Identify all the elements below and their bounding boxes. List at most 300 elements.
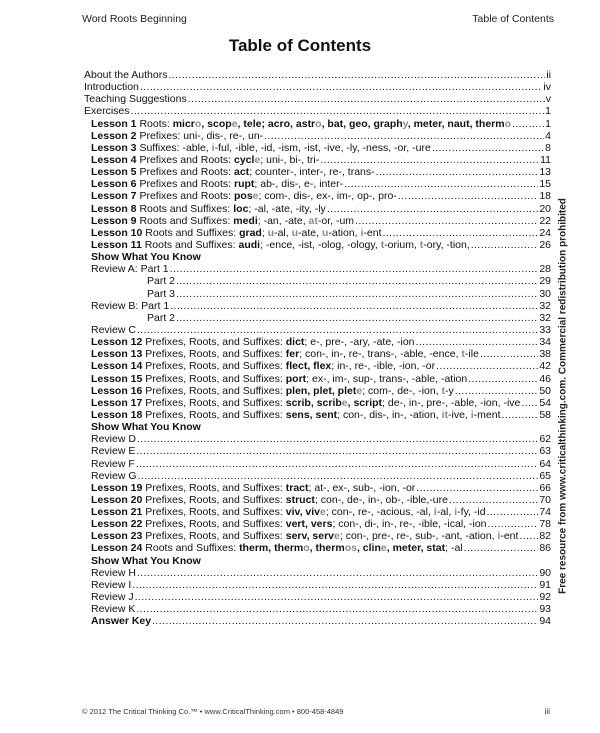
toc-text-run: ; at-, ex-, sub-, -ion, -or xyxy=(308,481,416,494)
toc-text-run: Review H xyxy=(91,566,136,579)
toc-page-number: 86 xyxy=(539,542,551,555)
toc-text-run: ; con-, re-, -acious, -al, xyxy=(325,506,434,519)
toc-entry-title xyxy=(91,227,382,239)
toc-text-run: e xyxy=(252,190,259,203)
dot-leader xyxy=(467,373,538,385)
toc-section-heading xyxy=(84,555,551,567)
toc-text-run: ; ex-, im-, sup-, trans-, -able, -ation xyxy=(306,372,468,385)
toc-entry xyxy=(84,530,551,542)
toc-entry xyxy=(84,227,551,239)
toc-text-run: Lesson 24 xyxy=(91,542,143,555)
toc-entry xyxy=(84,360,551,372)
toc-entry xyxy=(84,275,551,287)
toc-text-run: Lesson 13 xyxy=(91,348,143,361)
dot-leader xyxy=(167,69,545,81)
toc-entry-title xyxy=(91,118,511,130)
toc-text-run: Review A: Part 1 xyxy=(91,263,169,276)
toc-text-run: Lesson 3 xyxy=(91,141,137,154)
toc-entry xyxy=(84,105,551,117)
toc-section-heading xyxy=(84,251,551,263)
toc-entry-title xyxy=(147,275,175,287)
toc-text-run: i xyxy=(433,506,437,519)
toc-text-run: Review F xyxy=(91,457,135,470)
toc-entry-title xyxy=(91,324,136,336)
toc-text-run: tract xyxy=(285,481,309,494)
toc-page-number: 74 xyxy=(539,506,551,519)
toc-entry-title xyxy=(91,154,319,166)
toc-text-run: Lesson 8 xyxy=(91,202,137,215)
toc-entry-title xyxy=(91,166,375,178)
toc-entry xyxy=(84,324,551,336)
toc-text-run: Lesson 23 xyxy=(91,530,143,543)
toc-page-number: 82 xyxy=(539,530,551,543)
toc-text-run: Lesson 10 xyxy=(91,226,143,239)
toc-entry-title xyxy=(84,81,139,93)
toc-text-run: t xyxy=(441,384,446,397)
toc-text-run: Prefixes, Roots, and Suffixes: xyxy=(142,348,286,361)
toc-text-run: Lesson 7 xyxy=(91,190,137,203)
toc-text-run: Prefixes and Roots: xyxy=(136,166,234,179)
toc-text-run: ; uni-, bi-, tri- xyxy=(260,153,320,166)
toc-entry xyxy=(84,166,551,178)
toc-entry xyxy=(84,579,551,591)
toc-text-run: Lesson 14 xyxy=(91,360,143,373)
toc-text-run: -orium, xyxy=(384,238,420,251)
toc-text-run: Lesson 19 xyxy=(91,481,143,494)
dot-leader xyxy=(134,591,539,603)
toc-text-run: e xyxy=(356,384,363,397)
toc-text-run: -ory, -tion, xyxy=(423,238,470,251)
toc-page-number: iv xyxy=(543,81,551,94)
toc-entry-title xyxy=(91,373,467,385)
toc-entry-title xyxy=(91,530,518,542)
toc-text-run: Review C xyxy=(91,323,136,336)
toc-text-run: e xyxy=(320,506,326,519)
toc-page-number: 65 xyxy=(539,469,551,482)
toc-entry xyxy=(84,239,551,251)
toc-text-run: , clin xyxy=(356,542,381,555)
toc-entry-title xyxy=(91,542,463,554)
dot-leader xyxy=(448,494,538,506)
toc-text-run: Show What You Know xyxy=(91,421,201,434)
dot-leader xyxy=(130,105,545,117)
toc-text-run: , meter, naut, therm xyxy=(407,117,505,130)
toc-entry xyxy=(84,409,551,421)
dot-leader xyxy=(175,275,538,287)
toc-entry-title xyxy=(91,142,431,154)
toc-text-run: o xyxy=(194,117,202,130)
toc-text-run: ; com-, de-, -ion, xyxy=(362,384,442,397)
dot-leader xyxy=(415,482,538,494)
toc-text-run: -ive, xyxy=(447,408,471,421)
toc-text-run: ; con-, pre-, re-, sub-, -ant, -ation, xyxy=(339,530,498,543)
toc-entry-title xyxy=(91,518,487,530)
toc-page-number: 13 xyxy=(539,166,551,179)
toc-text-run: , bat, geo, graph xyxy=(321,117,403,130)
toc-text-run: Lesson 6 xyxy=(91,178,137,191)
toc-text-run: -ile xyxy=(464,348,479,361)
toc-text-run: vert, vers xyxy=(285,518,333,531)
dot-leader xyxy=(137,470,539,482)
dot-leader xyxy=(397,190,539,202)
toc-text-run: , xyxy=(201,117,208,130)
toc-page-number: 15 xyxy=(539,178,551,191)
toc-text-run: Prefixes, Roots, and Suffixes: xyxy=(142,336,286,349)
toc-page-number: 22 xyxy=(539,214,551,227)
footer-page-number: iii xyxy=(544,707,550,716)
toc-page-number: 94 xyxy=(539,615,551,628)
toc-text-run: scrib, scrib xyxy=(285,396,342,409)
toc-text-run: Review J xyxy=(91,591,134,604)
toc-entry-title xyxy=(91,470,137,482)
toc-text-run: o xyxy=(504,117,512,130)
toc-text-run: Show What You Know xyxy=(91,554,201,567)
toc-text-run: Lesson 16 xyxy=(91,384,143,397)
toc-text-run: e xyxy=(254,153,261,166)
toc-page-number: ii xyxy=(546,69,551,81)
dot-leader xyxy=(136,567,538,579)
toc-text-run: ; con-, dis-, in-, -ation, xyxy=(337,408,442,421)
toc-text-run: Lesson 12 xyxy=(91,336,143,349)
toc-text-run: o xyxy=(303,542,310,555)
toc-text-run: Prefixes, Roots, and Suffixes: xyxy=(142,372,286,385)
toc-text-run: Lesson 17 xyxy=(91,396,143,409)
toc-text-run: Review G xyxy=(91,469,137,482)
dot-leader xyxy=(151,615,538,627)
toc-text-run: Lesson 1 xyxy=(91,117,137,130)
toc-page-number: 66 xyxy=(539,481,551,494)
dot-leader xyxy=(175,288,538,300)
toc-entry xyxy=(84,336,551,348)
toc-text-run: u xyxy=(291,226,299,239)
toc-entry xyxy=(84,154,551,166)
toc-entry xyxy=(84,300,551,312)
toc-text-run: Prefixes and Roots: xyxy=(136,190,234,203)
toc-entry-title xyxy=(91,251,201,263)
toc-entry-title xyxy=(91,263,169,275)
toc-text-run: , therm xyxy=(309,542,345,555)
toc-text-run: o xyxy=(315,117,322,130)
toc-text-run: Part 2 xyxy=(147,311,176,324)
toc-text-run: Prefixes and Roots: xyxy=(136,178,234,191)
toc-entry xyxy=(84,130,551,142)
toc-text-run: Lesson 20 xyxy=(91,493,143,506)
toc-page-number: 78 xyxy=(539,518,551,531)
toc-text-run: Review I xyxy=(91,578,132,591)
toc-text-run: Lesson 4 xyxy=(91,153,137,166)
toc-entry-title xyxy=(84,105,130,117)
toc-text-run: ; con-, de-, in-, ob-, -ible,-ure xyxy=(314,493,448,506)
dot-leader xyxy=(326,203,539,215)
toc-entry-title xyxy=(91,300,169,312)
toc-text-run: e xyxy=(341,396,348,409)
toc-text-run: flect, flex xyxy=(285,360,332,373)
toc-text-run: e xyxy=(231,117,238,130)
toc-page-number: 20 xyxy=(539,202,551,215)
toc-entry-title xyxy=(91,433,136,445)
dot-leader xyxy=(136,433,538,445)
toc-page-number: 93 xyxy=(539,603,551,616)
toc-page-number: 50 xyxy=(539,384,551,397)
toc-entry-title xyxy=(91,203,326,215)
toc-entry-title xyxy=(147,312,175,324)
toc-text-run: , script xyxy=(347,396,383,409)
toc-text-run: Introduction xyxy=(84,81,139,94)
toc-entry-title xyxy=(91,336,415,348)
toc-text-run: pos xyxy=(234,190,253,203)
dot-leader xyxy=(501,409,539,421)
dot-leader xyxy=(135,445,538,457)
toc-text-run: serv, serv xyxy=(285,530,335,543)
toc-page-number: 92 xyxy=(539,591,551,604)
toc-text-run: grad xyxy=(239,226,262,239)
toc-text-run: -al, xyxy=(436,506,455,519)
toc-text-run: viv, viv xyxy=(285,506,320,519)
toc-text-run: , tele; acro, astr xyxy=(237,117,316,130)
toc-text-run: i xyxy=(497,530,501,543)
toc-text-run: Prefixes, Roots, and Suffixes: xyxy=(142,530,286,543)
dot-leader xyxy=(486,506,539,518)
toc-text-run: scop xyxy=(207,117,232,130)
toc-text-run: Prefixes, Roots, and Suffixes: xyxy=(142,493,286,506)
toc-entry-title xyxy=(91,494,448,506)
toc-text-run: Show What You Know xyxy=(91,251,201,264)
toc-entry xyxy=(84,458,551,470)
toc-entry xyxy=(84,433,551,445)
toc-entry xyxy=(84,615,551,627)
dot-leader xyxy=(375,166,539,178)
toc-text-run: -y xyxy=(445,384,454,397)
toc-entry-title xyxy=(91,239,470,251)
dot-leader xyxy=(136,324,538,336)
toc-text-run: i xyxy=(360,226,364,239)
toc-text-run: -ful, -ible, -id, -ism, -ist, -ive, -ly, -ness, -or, -ure xyxy=(214,141,431,154)
toc-text-run: Review D xyxy=(91,433,136,446)
toc-entry-title xyxy=(91,397,520,409)
toc-page-number: 30 xyxy=(539,287,551,300)
toc-page-number: v xyxy=(545,93,551,106)
toc-entry xyxy=(84,518,551,530)
toc-page-number: 64 xyxy=(539,457,551,470)
dot-leader xyxy=(382,227,539,239)
page-title: Table of Contents xyxy=(228,36,372,55)
toc-text-run: , meter, stat xyxy=(386,542,446,555)
toc-text-run: -ation, xyxy=(328,226,361,239)
toc-text-run: u xyxy=(267,226,275,239)
dot-leader xyxy=(454,385,539,397)
toc-page-number: 38 xyxy=(539,348,551,361)
toc-entry-title xyxy=(84,69,167,81)
toc-text-run: Roots and Suffixes: xyxy=(136,214,234,227)
toc-entry xyxy=(84,385,551,397)
toc-text-run: t xyxy=(419,238,424,251)
toc-text-run: -fy, -id xyxy=(457,506,486,519)
toc-entry xyxy=(84,397,551,409)
toc-entry xyxy=(84,445,551,457)
toc-text-run: u xyxy=(321,226,329,239)
toc-text-run: rupt xyxy=(234,178,255,191)
toc-entry xyxy=(84,567,551,579)
toc-text-run: it xyxy=(441,408,448,421)
toc-entry xyxy=(84,542,551,554)
dot-leader xyxy=(518,530,538,542)
toc-page-number: 34 xyxy=(539,336,551,349)
dot-leader xyxy=(487,518,539,530)
toc-page-number: 1 xyxy=(545,117,551,130)
toc-entry xyxy=(84,591,551,603)
toc-page-number: 33 xyxy=(539,323,551,336)
toc-text-run: Answer Key xyxy=(91,615,152,628)
dot-leader xyxy=(135,458,539,470)
toc-text-run: Lesson 9 xyxy=(91,214,137,227)
toc-entry xyxy=(84,348,551,360)
toc-page-number: 90 xyxy=(539,566,551,579)
dot-leader xyxy=(131,579,538,591)
toc-text-run: therm, therm xyxy=(239,542,304,555)
toc-text-run: -ate, xyxy=(298,226,322,239)
toc-page-number: 42 xyxy=(539,360,551,373)
toc-text-run: Review B: Part 1 xyxy=(91,299,170,312)
toc-text-run: Roots and Suffixes: xyxy=(142,226,240,239)
dot-leader xyxy=(175,312,538,324)
toc-entry-title xyxy=(91,506,486,518)
toc-page-number: 32 xyxy=(539,311,551,324)
toc-text-run: Lesson 18 xyxy=(91,408,143,421)
dot-leader xyxy=(520,397,538,409)
toc-text-run: ; xyxy=(261,226,268,239)
toc-text-run: ; -al, -ate, -ity, -ly xyxy=(248,202,326,215)
dot-leader xyxy=(169,263,539,275)
toc-text-run: Review K xyxy=(91,603,136,616)
toc-page-number: 32 xyxy=(539,299,551,312)
dot-leader xyxy=(354,215,538,227)
toc-entry xyxy=(84,93,551,105)
toc-page-number: 58 xyxy=(539,408,551,421)
dot-leader xyxy=(479,348,538,360)
toc-text-run: ; ab-, dis-, e-, inter- xyxy=(254,178,344,191)
toc-text-run: ; con-, in-, re-, trans-, -able, -ence, xyxy=(299,348,462,361)
toc-entry-title xyxy=(91,385,454,397)
toc-text-run: Roots and Suffixes: xyxy=(136,202,234,215)
toc-entry-title xyxy=(91,555,201,567)
toc-text-run: Lesson 2 xyxy=(91,129,137,142)
toc-text-run: at xyxy=(308,214,318,227)
toc-page-number: 46 xyxy=(539,372,551,385)
toc-entry xyxy=(84,506,551,518)
toc-text-run: Prefixes, Roots, and Suffixes: xyxy=(142,360,286,373)
dot-leader xyxy=(470,239,539,251)
toc-text-run: act xyxy=(234,166,250,179)
toc-page-number: 91 xyxy=(539,578,551,591)
toc-text-run: micr xyxy=(172,117,195,130)
toc-section-heading xyxy=(84,421,551,433)
toc-text-run: -al, xyxy=(274,226,292,239)
toc-text-run: e xyxy=(334,530,340,543)
toc-text-run: Prefixes and Roots: xyxy=(136,153,234,166)
dot-leader xyxy=(463,542,539,554)
toc-entry xyxy=(84,178,551,190)
toc-entry-title xyxy=(91,215,354,227)
toc-entry xyxy=(84,263,551,275)
toc-entry-title xyxy=(91,567,136,579)
toc-page-number: 11 xyxy=(540,153,551,166)
toc-text-run: e xyxy=(380,542,387,555)
toc-entry xyxy=(84,312,551,324)
toc-text-run: Prefixes, Roots, and Suffixes: xyxy=(142,518,286,531)
toc-text-run: i xyxy=(211,141,215,154)
toc-entry-title xyxy=(91,360,435,372)
toc-page-number: 4 xyxy=(545,129,551,142)
toc-entry-title xyxy=(91,409,501,421)
toc-text-run: Lesson 5 xyxy=(91,166,137,179)
toc-entry-title xyxy=(91,591,134,603)
toc-text-run: About the Authors xyxy=(84,69,168,81)
toc-entry xyxy=(84,603,551,615)
toc-text-run: Exercises xyxy=(84,105,130,118)
toc-text-run: -ent xyxy=(500,530,519,543)
toc-text-run: loc xyxy=(233,202,249,215)
dot-leader xyxy=(511,118,544,130)
toc-entry-title xyxy=(91,482,415,494)
toc-entry-title xyxy=(91,348,479,360)
dot-leader xyxy=(263,130,544,142)
toc-page-number: 26 xyxy=(539,238,551,251)
dot-leader xyxy=(169,300,538,312)
toc-text-run: ; -ence, -ist, -olog, -ology, xyxy=(260,238,381,251)
toc-text-run: ; com-, dis-, ex-, im-, op-, pro- xyxy=(258,190,397,203)
toc-text-run: Prefixes, Roots, and Suffixes: xyxy=(142,506,286,519)
toc-text-run: ; -al xyxy=(445,542,463,555)
toc-entry-title xyxy=(91,579,131,591)
toc-text-run: Prefixes: uni-, dis-, re-, un- xyxy=(136,129,264,142)
toc-text-run: Part 2 xyxy=(147,275,176,288)
toc-text-run: Prefixes, Roots, and Suffixes: xyxy=(142,408,286,421)
toc-text-run: Roots and Suffixes: xyxy=(141,238,239,251)
toc-page-number: 28 xyxy=(539,263,551,276)
toc-entry xyxy=(84,494,551,506)
toc-text-run: i xyxy=(470,408,474,421)
toc-entry-title xyxy=(91,178,343,190)
toc-text-run: Lesson 22 xyxy=(91,518,143,531)
toc-text-run: os xyxy=(344,542,357,555)
toc-text-run: medi xyxy=(233,214,258,227)
dot-leader xyxy=(431,142,544,154)
dot-leader xyxy=(415,336,539,348)
toc-page-number: 62 xyxy=(539,433,551,446)
toc-text-run: ; counter-, inter-, re-, trans- xyxy=(249,166,375,179)
toc-page-number: 54 xyxy=(539,396,551,409)
toc-text-run: fer xyxy=(285,348,300,361)
page-header-left: Word Roots Beginning xyxy=(82,13,187,25)
toc-entry xyxy=(84,203,551,215)
dot-leader xyxy=(435,360,538,372)
dot-leader xyxy=(139,81,543,93)
toc-text-run: port xyxy=(285,372,307,385)
toc-text-run: -ent xyxy=(363,226,382,239)
toc-entry xyxy=(84,482,551,494)
toc-text-run: sens, sent xyxy=(285,408,338,421)
toc-text-run: ; in-, re-, -ible, -ion, -or xyxy=(331,360,436,373)
toc-page-number: 1 xyxy=(545,105,551,118)
toc-page-number: 70 xyxy=(539,493,551,506)
toc-entry xyxy=(84,215,551,227)
toc-text-run: Prefixes, Roots, and Suffixes: xyxy=(142,396,286,409)
toc-entry xyxy=(84,190,551,202)
toc-text-run: t xyxy=(380,238,385,251)
toc-entry-title xyxy=(91,421,201,433)
toc-text-run: cycl xyxy=(234,153,255,166)
toc-text-run: ; con-, di-, in-, re-, -ible, -ical, -ion xyxy=(332,518,487,531)
